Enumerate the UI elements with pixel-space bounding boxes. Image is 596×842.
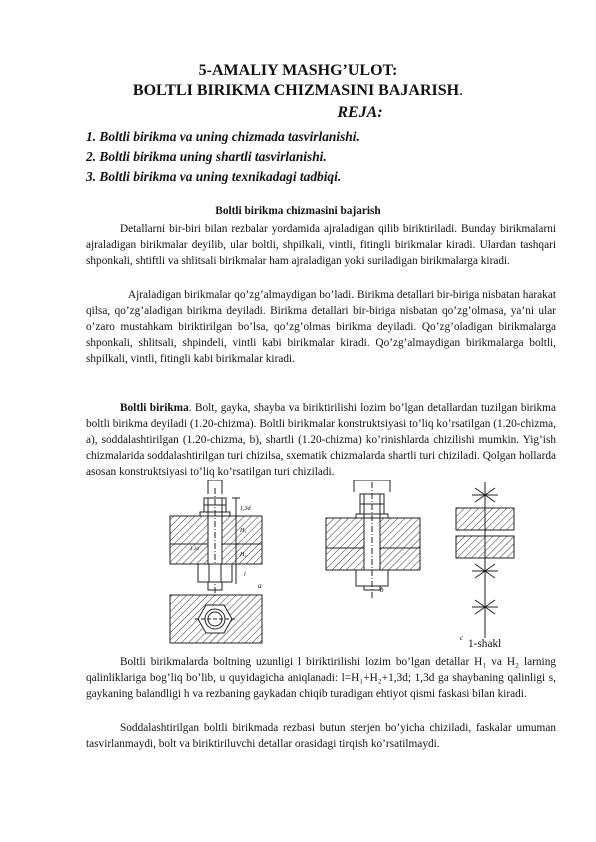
- plan-heading: REJA:: [337, 104, 383, 121]
- title-line-2-dot: .: [459, 82, 464, 99]
- paragraph-3-bold: Boltli birikma: [120, 402, 189, 414]
- paragraph-3-rest: . Bolt, gayka, shayba va biriktirilishi lozim bo’lgan detallardan tuzilgan birikma boltli birikma deyiladi (1.20-chizma). Boltli birikmalar konstruktsiyasi to’liq ko’rsatilgan (1.20-chizma, a), soddalashtirilgan (1.20-chizma, b), shartli (1.20-chizma) ko’rinishlarda chizilishi mumkin. Yig’ish chizmalarida soddalashtirilgan turi chizilsa, sxematik chizmalarda shartli turi chiziladi. Qolgan hollarda asosan konstruktsiyasi to’liq ko’rsatilgan turi chiziladi.: [86, 402, 556, 479]
- title-line-1: 5-AMALIY MASHG’ULOT:: [198, 62, 398, 79]
- view-b-simplified: [326, 480, 420, 598]
- dim-13d-label: 1,3d: [240, 506, 251, 512]
- label-a: a: [258, 582, 262, 590]
- title-line-2-main: BOLTLI BIRIKMA CHIZMASINI BAJARISH: [132, 82, 460, 99]
- dim-11d-label: 1,1d: [190, 547, 199, 552]
- paragraph-2: Ajraladigan birikmalar qo’zg’almaydigan bo’ladi. Birikma detallari bir-biriga nisbatan harakat qilsa, qo’zg’aladigan birikma deyiladi. Birikma detallari bir-biriga nisbatan qo’zg’olmasa, ya’ni ular o’zaro mustahkam biriktirilgan bo’lsa, qo’zg’olmas birikma deyiladi. Qo’zg’oladigan birikmalarga shponkali, shlitsali, shpindeli, vintli kabi birikmalar kiradi. Qo’zg’almaydigan birikmalarga boltli, shpilkali, vintli, fitingli kabi birikmalar kiradi.: [86, 289, 556, 366]
- label-c: c: [460, 634, 464, 642]
- dim-l-label: l: [244, 572, 246, 578]
- paragraph-1: Detallarni bir-biri bilan rezbalar yordamida ajraladigan qilib biriktiriladi. Bunday birikmalarni ajraladigan birikmalar deyilib, ular boltli, shpilkali, vintli, fitingli birikmalar kiradi. Ulardan tashqari shponkali, shtiftli va shlitsali birikmalar ham ajraladigan yoki suriladigan birikmalarga kiradi.: [86, 223, 556, 268]
- plan-item-2: 2. Boltli birikma uning shartli tasvirlanishi.: [86, 149, 327, 164]
- bolt-joint-figure: [160, 480, 540, 645]
- plan-item-1: 1. Boltli birikma va uning chizmada tasvirlanishi.: [86, 129, 360, 144]
- dim-h1-label: H₁: [240, 528, 247, 534]
- dim-h2-label: H₂: [240, 552, 247, 558]
- paragraph-3: [86, 400, 556, 480]
- title-line-2: [0, 82, 596, 100]
- section-heading: Boltli birikma chizmasini bajarish: [215, 205, 381, 217]
- view-a-full: [170, 480, 262, 598]
- view-a-top: [170, 595, 262, 643]
- plan-item-3: 3. Boltli birikma va uning texnikadagi tadbiqi.: [86, 169, 342, 184]
- view-c-conventional: [456, 482, 514, 638]
- paragraph-5: Soddalashtirilgan boltli birikmada rezbasi butun sterjen bo’yicha chiziladi, faskalar umuman tasvirlanmaydi, bolt va biriktiriluvchi detallar orasidagi tirqish ko’rsatilmaydi.: [86, 722, 556, 751]
- figure-caption: 1-shakl: [468, 638, 502, 650]
- label-b: b: [380, 586, 384, 594]
- paragraph-4: Boltli birikmalarda boltning uzunligi l biriktirilishi lozim bo’lgan detallar H₁ va H₂ larning qalinliklariga bog’liq bo’lib, u quyidagicha aniqlanadi: l=H₁+H₂+1,3d; 1,3d ga shaybaning qalinligi s, gaykaning balandligi h va rezbaning gaykadan chiqib turadigan ehtiyot qismi faskasi bilan kiradi.: [86, 656, 556, 701]
